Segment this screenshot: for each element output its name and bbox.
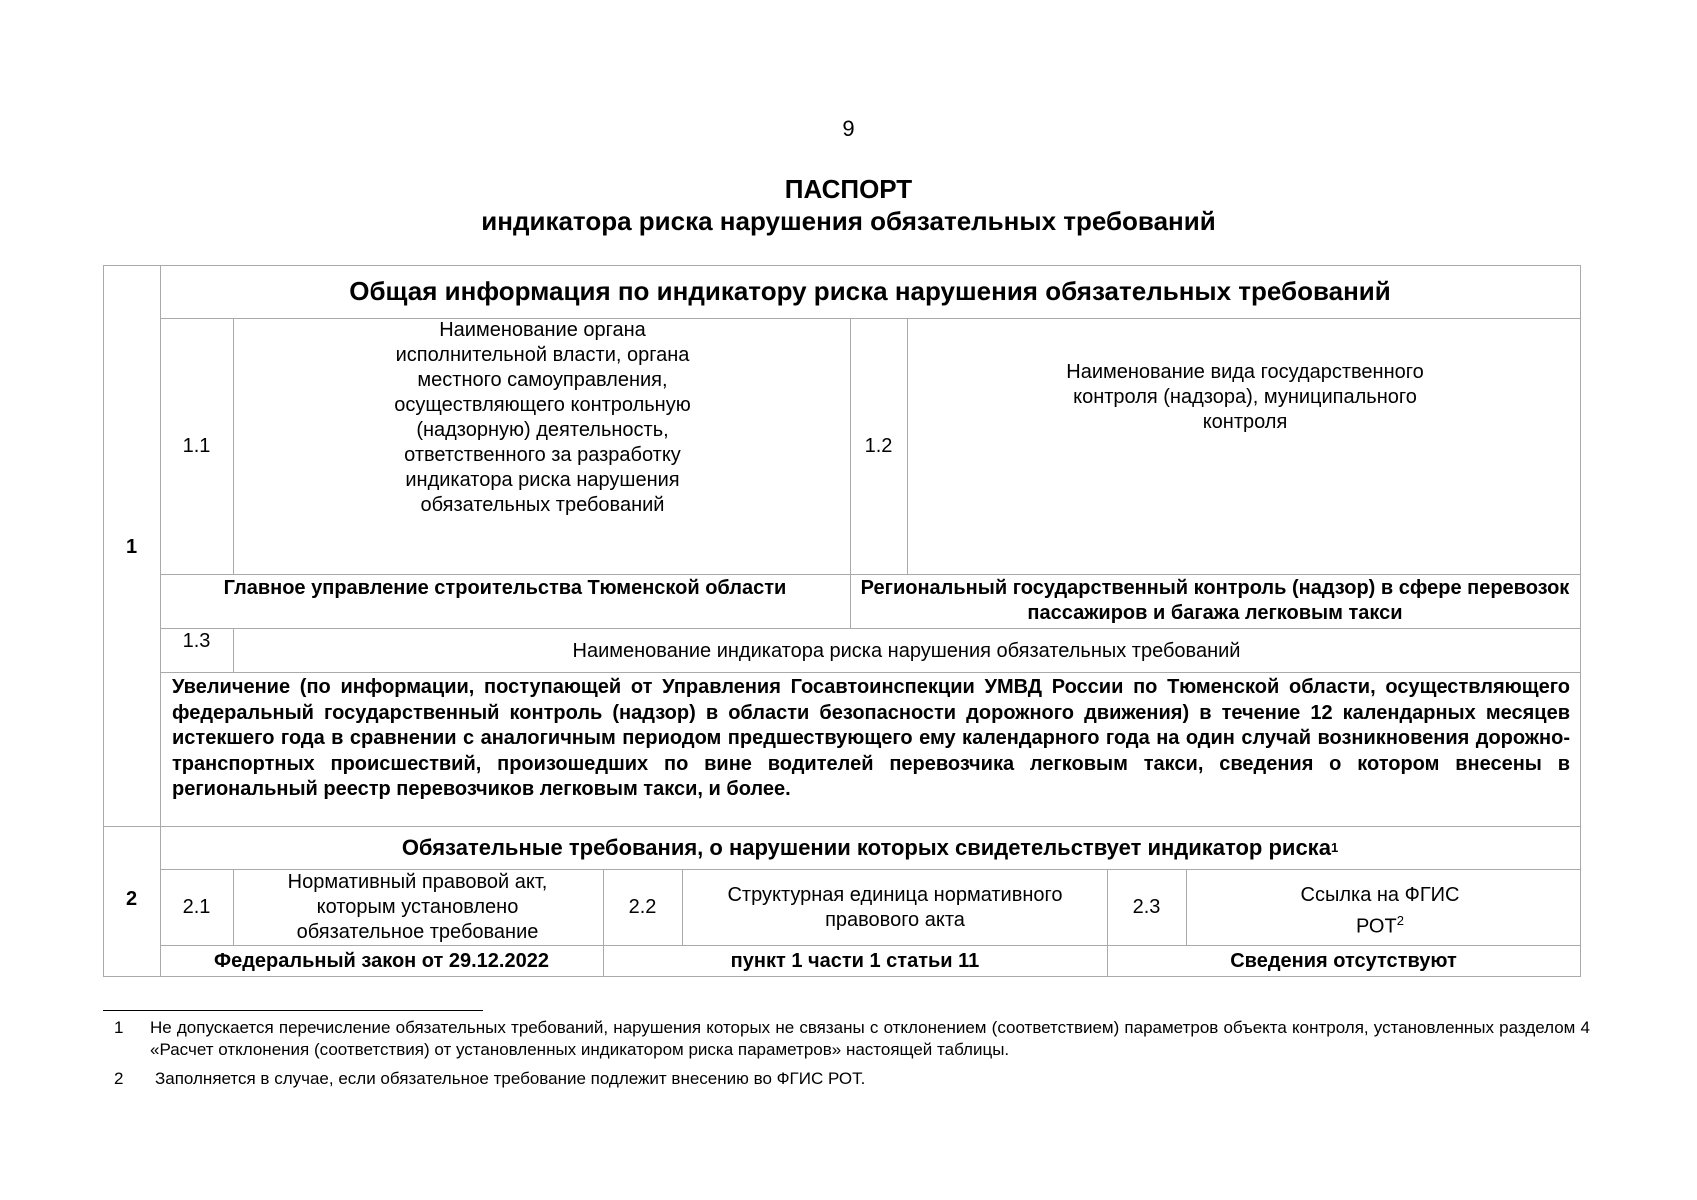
indicator-description: Увеличение (по информации, поступающей от Управления Госавтоинспекции УМВД России по Тюменской области, осуществляющего федеральный государственный контроль (надзор) в области безопасности дорожного движения) в течение 12 календарных месяцев истекшего года в сравнении с аналогичным периодом предшествующего ему календарного года на один случай возникновения дорожно-транспортных происшествий, произошедших по вине водителей перевозчика легковым такси, сведения о котором внесены в региональный реестр перевозчиков легковым такси, и более. — [172, 676, 1570, 800]
table-line — [233, 318, 234, 574]
footnote-number: 2 — [114, 1069, 124, 1088]
item-label: Структурная единица нормативного правового акта — [727, 884, 1063, 931]
document-subtitle: индикатора риска нарушения обязательных требований — [481, 206, 1216, 236]
item-label-text: Ссылка на ФГИС РОТ — [1300, 884, 1460, 938]
item-code: 1.3 — [182, 629, 211, 652]
item-code: 1.1 — [182, 434, 211, 457]
page-number: 9 — [842, 116, 855, 141]
table-line — [682, 869, 683, 945]
item-code: 1.2 — [864, 434, 893, 457]
item-value: Региональный государственный контроль (надзор) в сфере перевозок пассажиров и багажа легковым такси — [860, 577, 1570, 624]
table-line — [907, 318, 908, 574]
item-value: Главное управление строительства Тюменской области — [223, 576, 787, 599]
footnote-separator — [103, 1010, 483, 1011]
footnote-ref: 2 — [1396, 913, 1404, 928]
section-heading-text: Обязательные требования, о нарушении которых свидетельствует индикатор риска — [401, 834, 1331, 860]
table-line — [1186, 869, 1187, 945]
footnote-text: Заполняется в случае, если обязательное требование подлежит внесению во ФГИС РОТ. — [155, 1069, 866, 1088]
footnote-ref: 1 — [1330, 840, 1339, 855]
document-title: ПАСПОРТ — [784, 174, 913, 204]
table-line — [160, 672, 1580, 673]
item-label: Нормативный правовой акт, которым установлено обязательное требование — [287, 870, 548, 943]
footnote-number: 1 — [114, 1018, 124, 1037]
item-label: Наименование органа исполнительной власти, органа местного самоуправления, осуществляющего контрольную (надзорную) деятельность, ответственного за разработку индикатора риска нарушения обязательных требований — [394, 319, 691, 516]
item-label: Наименование индикатора риска нарушения обязательных требований — [572, 639, 1241, 662]
item-code: 2.2 — [628, 895, 657, 918]
section-number: 2 — [125, 887, 138, 910]
table-line — [233, 869, 234, 945]
item-label: Наименование вида государственного контроля (надзора), муниципального контроля — [1066, 361, 1424, 433]
item-code: 2.3 — [1132, 895, 1161, 918]
item-value: пункт 1 части 1 статьи 11 — [730, 949, 980, 972]
footnote-text: Не допускается перечисление обязательных требований, нарушения которых не связаны с отклонением (соответствием) параметров объекта контроля, установленных разделом 4 «Расчет отклонения (соответствия) от установленных индикатором риска параметров» настоящей таблицы. — [150, 1018, 1590, 1059]
section-heading — [160, 826, 1580, 869]
item-code: 2.1 — [182, 895, 211, 918]
section-heading: Общая информация по индикатору риска нарушения обязательных требований — [349, 276, 1391, 306]
section-number: 1 — [125, 535, 138, 558]
item-label — [1290, 869, 1470, 945]
item-value: Федеральный закон от 29.12.2022 — [214, 949, 549, 972]
item-value: Сведения отсутствуют — [1230, 949, 1457, 972]
table-line — [160, 628, 1580, 629]
